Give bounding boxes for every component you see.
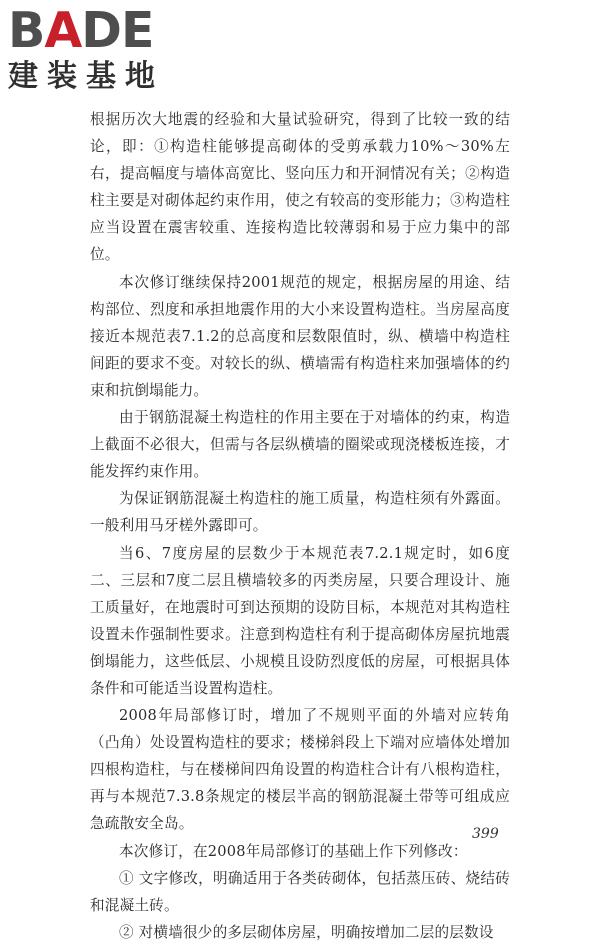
paragraph-3: 由于钢筋混凝土构造柱的作用主要在于对墙体的约束，构造上截面不必很大，但需与各层纵横墙的圈梁或现浇楼板连接，才能发挥约束作用。 (90, 409, 510, 481)
paragraph-1: 根据历次大地震的经验和大量试验研究，得到了比较一致的结论，即：①构造柱能够提高砌体的受剪承载力10%～30%左右，提高幅度与墙体高宽比、竖向压力和开洞情况有关；②构造柱主要是对砌体起约束作用，使之有较高的变形能力；③构造柱应当设置在震害较重、连接构造比较薄弱和易于应力集中的部位。 (90, 111, 510, 264)
logo-tagline: 建装基地 (8, 59, 164, 94)
logo-accent-letter: A (44, 2, 82, 59)
page-number: 399 (472, 826, 499, 842)
page-body (90, 106, 510, 946)
paragraph-7: 本次修订，在2008年局部修订的基础上作下列修改： (119, 842, 468, 860)
paragraph-2: 本次修订继续保持2001规范的规定，根据房屋的用途、结构部位、烈度和承担地震作用的大小来设置构造柱。当房屋高度接近本规范表7.1.2的总高度和层数限值时，纵、横墙中构造柱间距的要求不变。对较长的纵、横墙需有构造柱来加强墙体的约束和抗倒塌能力。 (90, 273, 510, 399)
paragraph-6: 2008年局部修订时，增加了不规则平面的外墙对应转角（凸角）处设置构造柱的要求；楼梯斜段上下端对应墙体处增加四根构造柱，与在楼梯间四角设置的构造柱合计有八根构造柱，再与本规范7.3.8条规定的楼层半高的钢筋混凝土带等可组成应急疏散安全岛。 (90, 707, 510, 833)
list-item-1: ① 文字修改，明确适用于各类砖砌体，包括蒸压砖、烧结砖和混凝土砖。 (90, 869, 510, 914)
logo-wordmark: BADE (8, 2, 154, 59)
paragraph-4: 为保证钢筋混凝土构造柱的施工质量，构造柱须有外露面。一般利用马牙槎外露即可。 (90, 490, 510, 535)
paragraph-5: 当6、7度房屋的层数少于本规范表7.2.1规定时，如6度二、三层和7度二层且横墙较多的丙类房屋，只要合理设计、施工质量好，在地震时可到达预期的设防目标，本规范对其构造柱设置未作强制性要求。注意到构造柱有利于提高砌体房屋抗地震倒塌能力，这些低层、小规模且设防烈度低的房屋，可根据具体条件和可能适当设置构造柱。 (90, 544, 510, 697)
list-item-2: ② 对横墙很少的多层砌体房屋，明确按增加二层的层数设 (119, 923, 494, 941)
bade-logo (8, 2, 178, 94)
